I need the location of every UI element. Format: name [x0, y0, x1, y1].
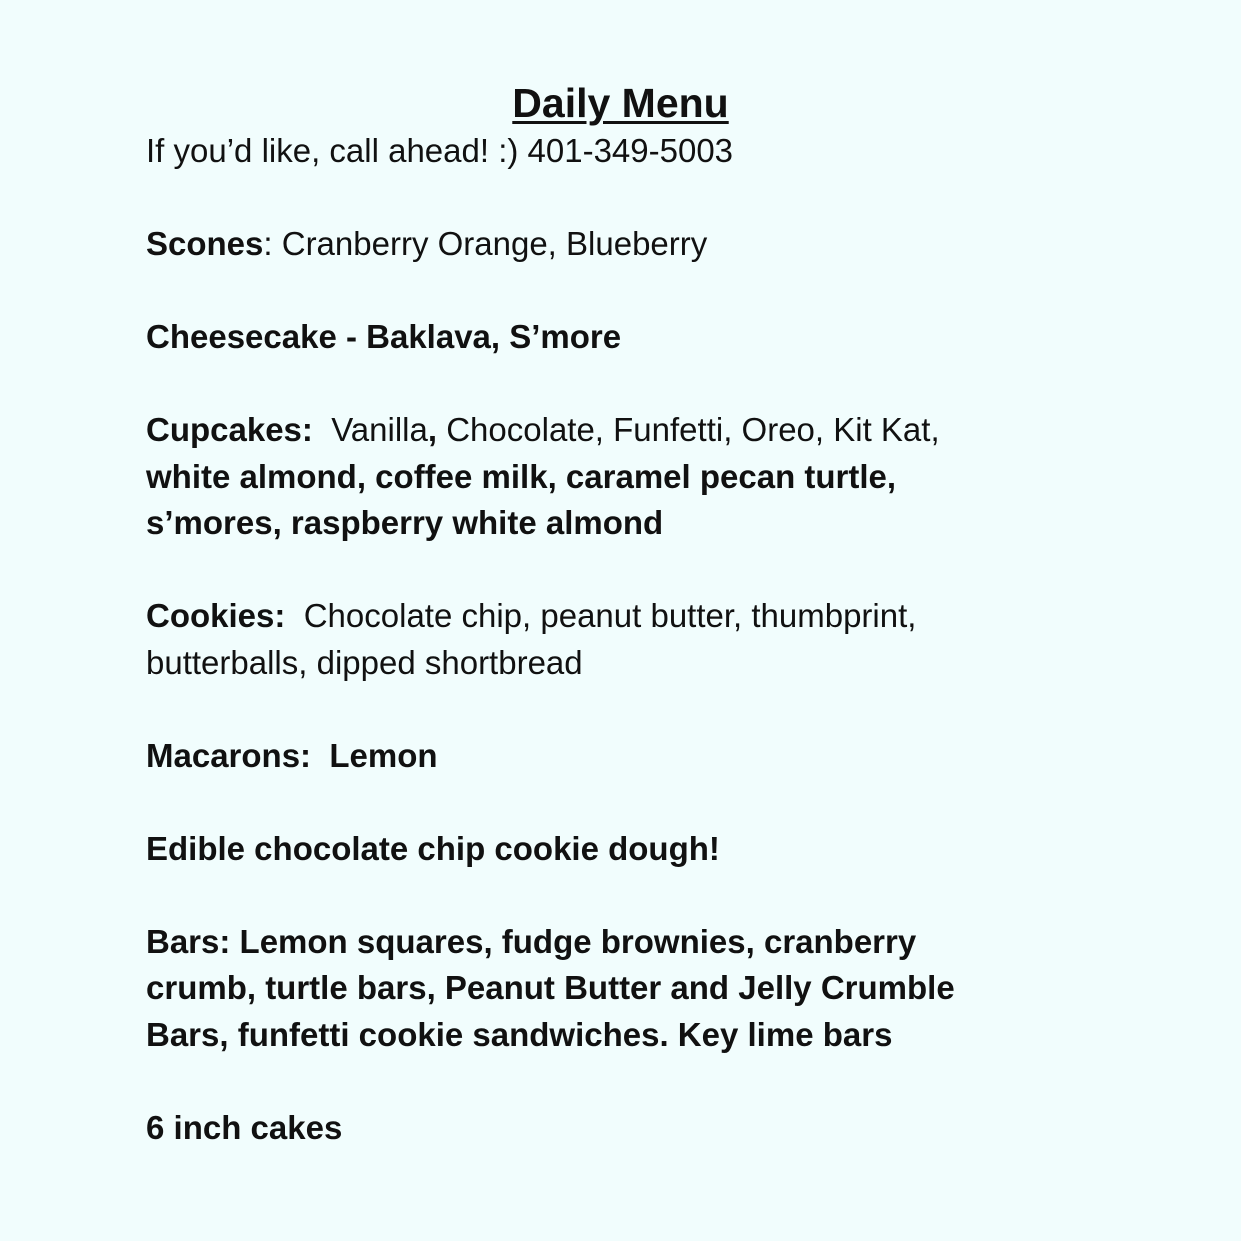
cookies-line-2: butterballs, dipped shortbread [146, 643, 583, 681]
spacer [146, 686, 1106, 733]
cookie-dough-line: Edible chocolate chip cookie dough! [146, 829, 720, 867]
scones-label: Scones [146, 225, 264, 262]
spacer [146, 1058, 1106, 1105]
spacer [146, 547, 1106, 594]
menu-title: Daily Menu [512, 80, 729, 126]
cakes-line: 6 inch cakes [146, 1108, 343, 1146]
spacer [146, 361, 1106, 408]
bars-line-3: Bars, funfetti cookie sandwiches. Key lime bars [146, 1015, 893, 1053]
scones-items: Cranberry Orange, Blueberry [281, 225, 708, 262]
bars-line-1: Bars: Lemon squares, fudge brownies, cranberry [146, 922, 917, 960]
call-ahead-line: If you’d like, call ahead! :) 401-349-5003 [146, 132, 734, 169]
cupcakes-gap [313, 411, 331, 448]
cheesecake-line: Cheesecake - Baklava, S’more [146, 318, 622, 355]
cookies-line-1 [146, 593, 1106, 640]
cookies-items-1: Chocolate chip, peanut butter, thumbprint, [303, 597, 917, 634]
spacer [146, 175, 1106, 222]
cupcakes-line-3: s’mores, raspberry white almond [146, 504, 664, 541]
cupcakes-rest: Chocolate, Funfetti, Oreo, Kit Kat, [437, 411, 940, 448]
cupcakes-comma: , [427, 411, 438, 448]
cupcakes-line-1 [146, 407, 1106, 454]
spacer [146, 268, 1106, 315]
scones-line [146, 221, 1106, 268]
spacer [146, 872, 1106, 919]
cookies-gap [285, 597, 303, 634]
cupcakes-first: Vanilla [331, 411, 428, 448]
cookies-label: Cookies: [146, 597, 286, 634]
spacer [146, 779, 1106, 826]
macarons-line: Macarons: Lemon [146, 736, 438, 774]
menu-content [146, 128, 1106, 1151]
scones-separator: : [263, 225, 282, 262]
cupcakes-line-2: white almond, coffee milk, caramel pecan turtle, [146, 457, 897, 495]
cupcakes-label: Cupcakes: [146, 411, 313, 448]
bars-line-2: crumb, turtle bars, Peanut Butter and Jelly Crumble [146, 969, 955, 1006]
